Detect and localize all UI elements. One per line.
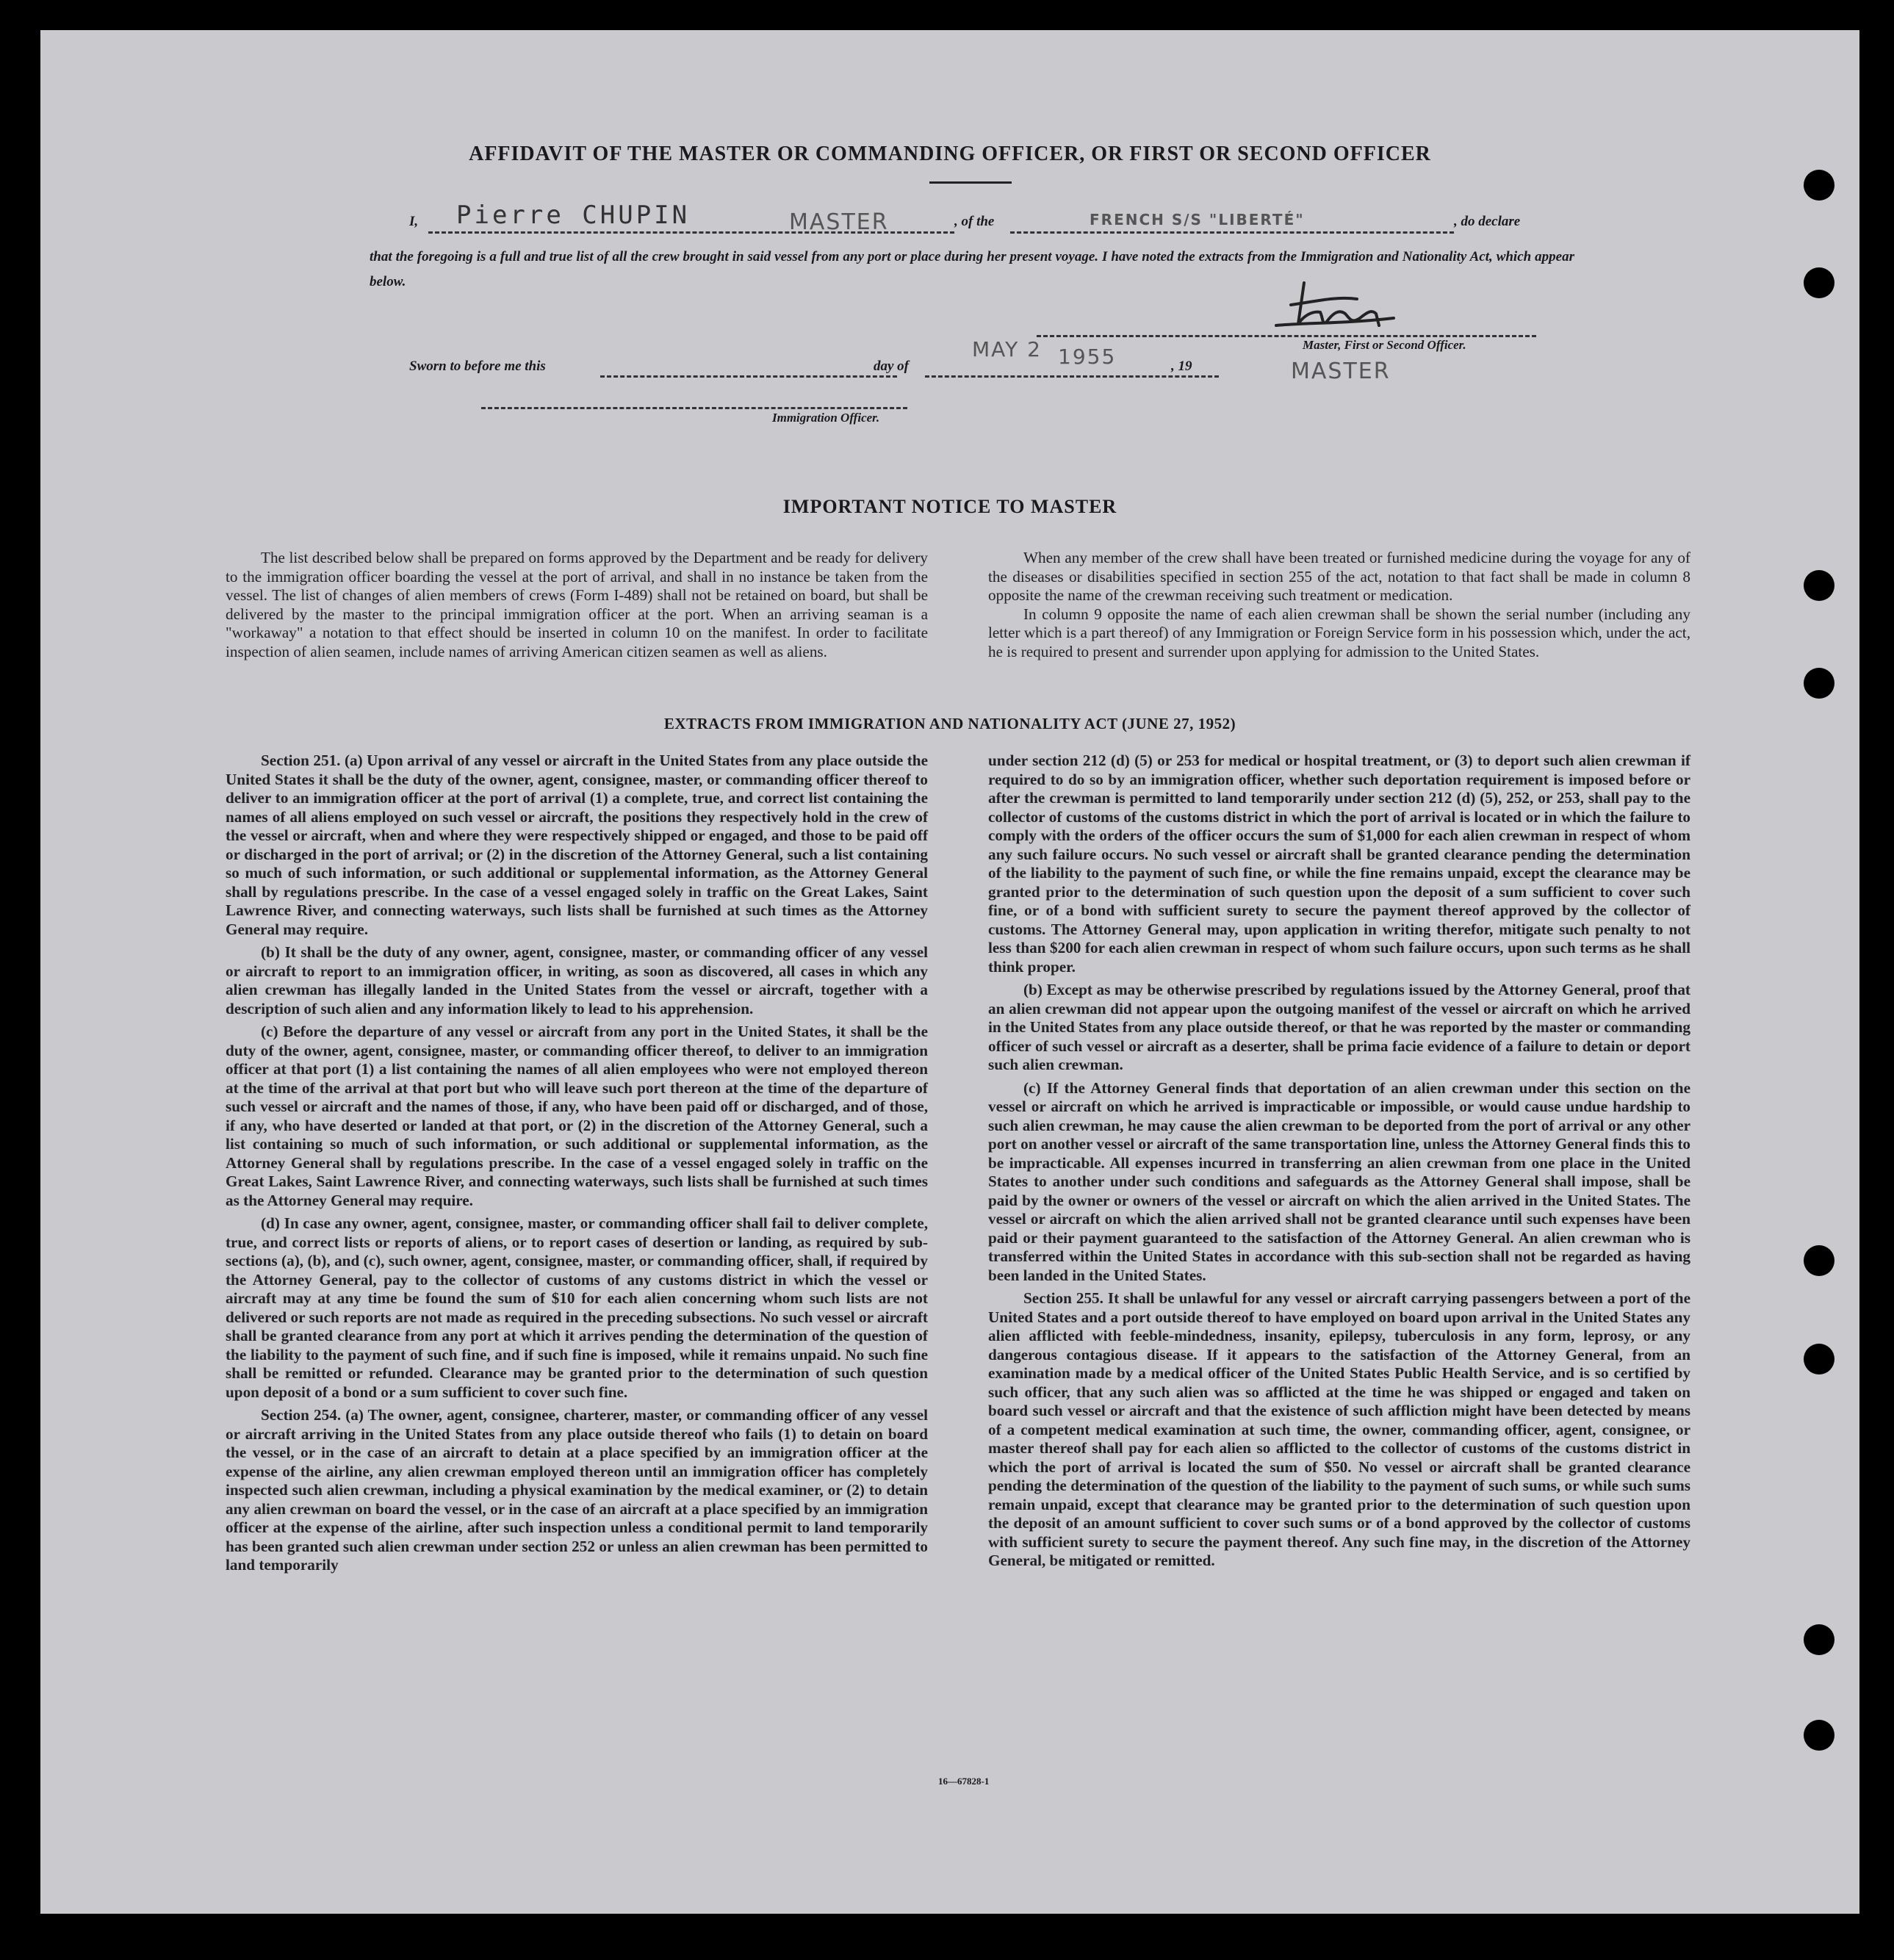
binder-hole [1804,170,1834,201]
binder-hole [1804,1624,1834,1655]
notice-right-paragraph-2: In column 9 opposite the name of each alien crewman shall be shown the serial number (including any letter which is a part thereof) of any Immigration or Foreign Service form in his possession which, under the act, he is required to present and surrender upon applying for admission to the United States. [988,605,1690,660]
signature-line [1037,335,1536,337]
date-stamp: MAY 2 [972,337,1042,361]
form-number: 16—67828-1 [938,1776,990,1787]
signature-caption: Master, First or Second Officer. [1303,338,1466,352]
section-254-b: (b) Except as may be otherwise prescribed by regulations issued by the Attorney General, proof that an alien crewman did not appear upon the outgoing manifest of the vessel or aircraft on which he arrived in the United States from any place outside thereof, or that he was reported by the master or commanding officer of such vessel or aircraft as a deserter, shall be prima facie evidence of a failure to detain or deport such alien crewman. [988,981,1690,1073]
section-251-b: (b) It shall be the duty of any owner, agent, consignee, master, or commanding officer of any vessel or aircraft to report to an immigration officer, in writing, as soon as discovered, all cases in which any alien crewman has illegally landed in the United States from the vessel or aircraft, together with a description of such alien and any information likely to lead to his apprehension. [226,943,928,1017]
master-name: Pierre CHUPIN [456,201,691,230]
affidavit-title: AFFIDAVIT OF THE MASTER OR COMMANDING OFFICER, OR FIRST OR SECOND OFFICER [469,143,1431,165]
extracts-title: EXTRACTS FROM IMMIGRATION AND NATIONALITY ACT (JUNE 27, 1952) [663,715,1236,732]
binder-hole [1804,668,1834,699]
binder-hole [1804,570,1834,601]
declaration-text: that the foregoing is a full and true list of all the crew brought in said vessel from any port or place during her present voyage. I have noted the extracts from the Immigration and Nationality Act, which appear below. [370,249,1574,289]
rank-stamp: MASTER [789,209,889,235]
officer-caption: Immigration Officer. [772,411,880,425]
notice-right-paragraph-1: When any member of the crew shall have been treated or furnished medicine during the voyage for any of the diseases or disabilities specified in section 255 of the act, notation to that fact shall be made in column 8 opposite the name of the crewman receiving such treatment or medication. [988,549,1690,604]
officer-line [481,407,907,409]
signer-title-stamp: MASTER [1291,359,1391,384]
notice-left-paragraph: The list described below shall be prepared on forms approved by the Department and be ready for delivery to the immigration officer boarding the vessel at the port of arrival, and shall in no instance be taken from the vessel. The list of changes of alien members of crews (Form I-489) shall not be retained on board, but shall be delivered by the master to the principal immigration officer at the port. When an arriving seaman is a "workaway" a notation to that effect should be inserted in column 10 on the manifest. In order to facilitate inspection of alien seamen, include names of arriving American citizen seamen as well as aliens. [226,549,928,660]
sworn-label: Sworn to before me this [409,359,546,374]
binder-hole [1804,267,1834,298]
sworn-day-line [600,375,897,378]
vessel-line [1010,231,1454,234]
document-page [40,30,1859,1914]
title-rule [929,181,1012,184]
section-254-a: Section 254. (a) The owner, agent, consignee, charterer, master, or commanding officer of any vessel or aircraft arriving in the United States from any place outside thereof who fails (1) to detain on board the vessel, or in the case of an aircraft to detain at a place specified by an immigration officer at the expense of the airline, any alien crewman employed thereon until an immigration officer has completely inspected such alien crewman, including a physical examination by the medical examiner, or (2) to detain any alien crewman on board the vessel, or in the case of an aircraft at a place specified by an immigration officer at the expense of the airline, after such inspection unless a conditional permit to land temporarily has been granted such alien crewman under section 252 or unless an alien crewman has been permitted to land temporarily [226,1406,928,1574]
section-255: Section 255. It shall be unlawful for any vessel or aircraft carrying passengers between a port of the United States and a port outside thereof to have employed on board upon arrival in the United States any alien afflicted with feeble-mindedness, insanity, epilepsy, tuberculosis in any form, leprosy, or any dangerous contagious disease. If it appears to the satisfaction of the Attorney General, from an examination made by a medical officer of the United States Public Health Service, and is so certified by such officer, that any such alien was so afflicted at the time he was shipped or engaged and taken on board such vessel or aircraft and that the existence of such affliction might have been detected by means of a competent medical examination at such time, the owner, commanding officer, agent, consignee, or master thereof shall pay for each alien so afflicted to the collector of customs of the customs district in which the port of arrival is located the sum of $50. No vessel or aircraft shall be granted clearance pending the determination of the question of the liability to the payment of such sums, or while such sums remain unpaid, except that clearance may be granted prior to the determination of such question upon the deposit of an amount sufficient to cover such sums or of a bond approved by the collector of customs with sufficient surety to secure the payment thereof. Any such fine may, in the discretion of the Attorney General, be mitigated or remitted. [988,1289,1690,1569]
section-251-a: Section 251. (a) Upon arrival of any vessel or aircraft in the United States from any place outside the United States it shall be the duty of the owner, agent, consignee, master, or commanding officer thereof to deliver to an immigration officer at the port of arrival (1) a complete, true, and correct list containing the names of all aliens employed on such vessel or aircraft, the positions they respectively hold in the crew of the vessel or aircraft, when and where they were respectively shipped or engaged, and those to be paid off or discharged in the port of arrival; or (2) in the discretion of the Attorney General, such a list containing so much of such information, or such additional or supplemental information, as the Attorney General shall by regulations prescribe. In the case of a vessel engaged solely in traffic on the Great Lakes, Saint Lawrence River, and connecting waterways, such lists shall be furnished at such times as the Attorney General may require. [226,752,928,938]
i-label: I, [409,214,419,229]
of-the-label: , of the [954,214,995,229]
binder-hole [1804,1344,1834,1374]
notice-right-column [988,549,1690,661]
year-stamp: 1955 [1058,345,1117,369]
notice-title: IMPORTANT NOTICE TO MASTER [782,496,1117,517]
binder-hole [1804,1720,1834,1751]
extracts-left-column [226,752,928,1575]
do-declare-label: , do declare [1454,214,1521,229]
section-251-d: (d) In case any owner, agent, consignee, master, or commanding officer shall fail to deliver complete, true, and correct lists or reports of aliens, or to report cases of desertion or landing, as required by sub-sections (a), (b), and (c), such owner, agent, consignee, master, or commanding officer, shall, if required by the Attorney General, pay to the collector of customs of any customs district in which the vessel or aircraft may at any time be found the sum of $10 for each alien concerning whom such lists are not delivered or such reports are not made as required in the preceding subsections. No such vessel or aircraft shall be granted clearance from any port at which it arrives pending the determination of the question of the liability to the payment of such fine, and if such fine is imposed, while it remains unpaid. No such fine shall be remitted or refunded. Clearance may be granted prior to the determination of such question upon deposit of a bond or a sum sufficient to cover such fine. [226,1214,928,1401]
month-line [925,375,1219,378]
vessel-stamp: FRENCH S/S "LIBERTÉ" [1090,211,1305,228]
section-254-c: (c) If the Attorney General finds that deportation of an alien crewman under this section on the vessel or aircraft on which he arrived is impracticable or impossible, or would cause undue hardship to such alien crewman, he may cause the alien crewman to be deported from the port of arrival or any other port on another vessel or aircraft of the same transportation line, unless the Attorney General finds this to be impracticable. All expenses incurred in transferring an alien crewman from one place in the United States to another under such conditions and safeguards as the Attorney General shall impose, shall be paid by the owner or owners of the vessel or aircraft on which the alien arrived in the United States. The vessel or aircraft on which the alien arrived shall not be granted clearance until such expenses have been paid or their payment guaranteed to the satisfaction of the Attorney General. An alien crewman who is transferred within the United States in accordance with this sub-section shall not be regarded as having been landed in the United States. [988,1078,1690,1284]
extracts-right-column [988,752,1690,1571]
binder-hole [1804,1245,1834,1276]
master-signature [1269,280,1401,339]
day-of-label: day of [871,359,912,375]
notice-left-column [226,549,928,661]
nineteen-label: , 19 [1168,359,1195,375]
section-251-c: (c) Before the departure of any vessel or aircraft from any port in the United States, it shall be the duty of the owner, agent, consignee, master, or commanding officer thereof, to deliver to an immigration officer at that port (1) a list containing the names of all alien employees who were not employed thereon at the time of the arrival at that port but who will leave such port thereon at the time of the departure of such vessel or aircraft and the names of those, if any, who have been paid off or discharged, and of those, if any, who have deserted or landed at that port, or (2) in the discretion of the Attorney General, such a list containing so much of such information, or such additional or supplemental information, as the Attorney General shall by regulations prescribe. In the case of a vessel engaged solely in traffic on the Great Lakes, Saint Lawrence River, and connecting waterways, such lists shall be furnished at such times as the Attorney General may require. [226,1023,928,1209]
section-254-a-continued: under section 212 (d) (5) or 253 for medical or hospital treatment, or (3) to deport such alien crewman if required to do so by an immigration officer, whether such deportation requirement is imposed before or after the crewman is permitted to land temporarily under section 212 (d) (5), 252, or 253, shall pay to the collector of customs of the customs district in which the port of arrival is located or in which the failure to comply with the orders of the officer occurs the sum of $1,000 for each alien crewman in respect of whom any such failure occurs. No such vessel or aircraft shall be granted clearance pending the determination of the liability to the payment of such fine, or while the fine remains unpaid, except the clearance may be granted prior to the determination of such question upon the deposit of a sum sufficient to cover such fine, or of a bond with sufficient surety to secure the payment thereof approved by the collector of customs. The Attorney General may, upon application in writing therefor, mitigate such penalty to not less than $200 for each alien crewman in respect of whom such failure occurs, upon such terms as he shall think proper. [988,752,1690,976]
